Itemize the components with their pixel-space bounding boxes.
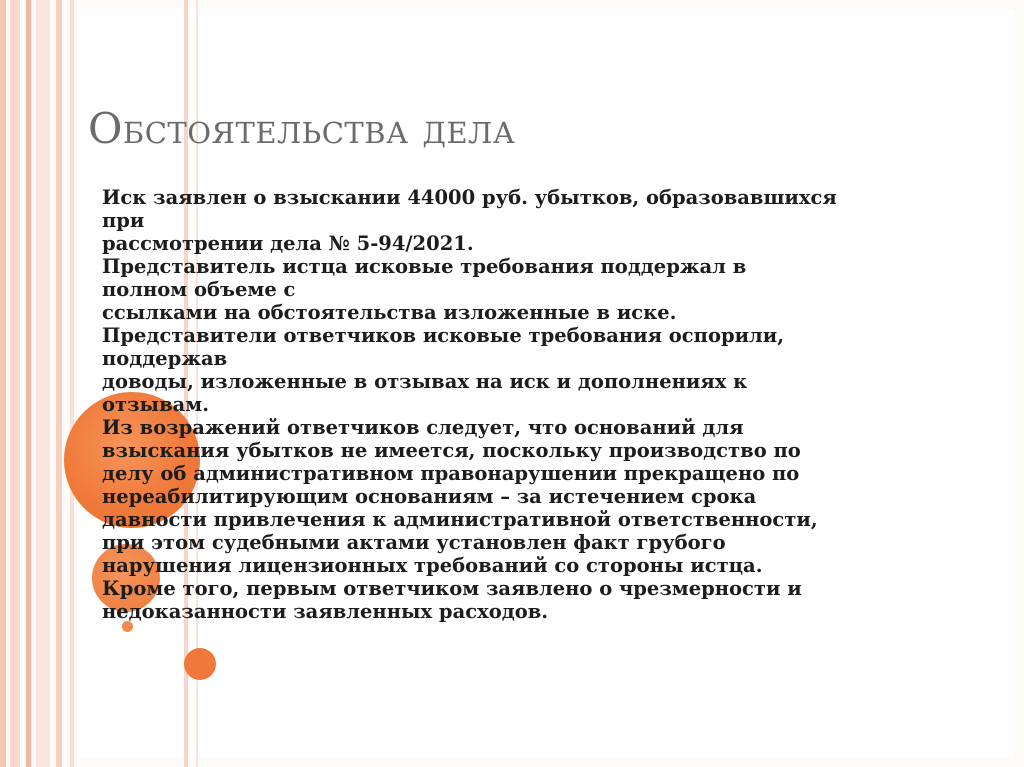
decor-circle-medium xyxy=(184,648,216,680)
slide-body-text: Иск заявлен о взыскании 44000 руб. убытков, образовавшихся при рассмотрении дела № 5-94/2021. Представитель истца исковые требования поддержал в полном объеме с ссылками на обстоятельства изложенные в иске. Представители ответчиков исковые требования оспорили, поддержав доводы, изложенные в отзывах на иск и дополнениях к отзывам. Из возражений ответчиков следует, что оснований для взыскания убытков не имеется, поскольку производство по делу об административном правонарушении прекращено по нереабилитирующим основаниям – за истечением срока давности привлечения к административной ответственности, при этом судебными актами установлен факт грубого нарушения лицензионных требований со стороны истца. Кроме того, первым ответчиком заявлено о чрезмерности и недоказанности заявленных расходов. xyxy=(102,186,837,623)
decor-stripe xyxy=(70,0,74,767)
slide-title: Обстоятельства дела xyxy=(88,104,516,153)
decor-stripe xyxy=(36,0,50,767)
decor-stripe xyxy=(0,0,6,767)
decor-stripe xyxy=(26,0,31,767)
decor-stripe xyxy=(56,0,62,767)
decor-stripe xyxy=(10,0,20,767)
